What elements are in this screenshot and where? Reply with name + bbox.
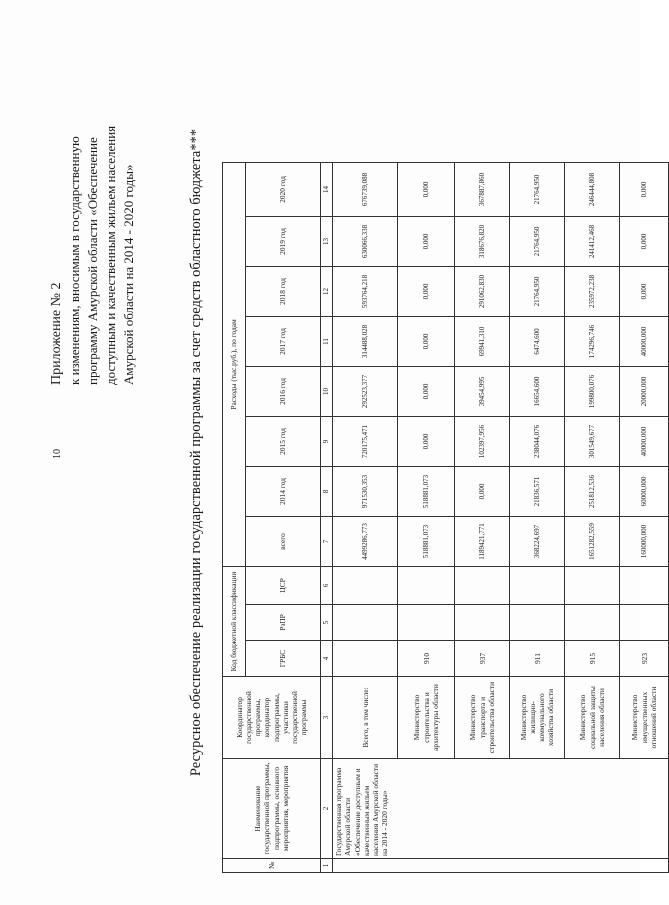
coordinator-cell: Всего, в том числе: (333, 677, 398, 759)
value-cell: 0,000 (398, 367, 455, 417)
header-year-2014: 2014 год (246, 467, 321, 517)
value-cell: 367887,860 (455, 163, 510, 217)
value-cell: 16654,600 (510, 367, 565, 417)
value-cell: 971530,353 (333, 467, 398, 517)
value-cell: 314488,028 (333, 317, 398, 367)
header-year-2015: 2015 год (246, 417, 321, 467)
value-cell: 292523,377 (333, 367, 398, 417)
rzpr-cell (333, 605, 398, 641)
value-cell: 102397,956 (455, 417, 510, 467)
csr-cell (333, 567, 398, 605)
rzpr-cell (455, 605, 510, 641)
value-cell: 518881,073 (398, 467, 455, 517)
coordinator-cell: Министерство строительства и архитектуры области (398, 677, 455, 759)
csr-cell (455, 567, 510, 605)
rzpr-cell (565, 605, 620, 641)
value-cell: 39454,995 (455, 367, 510, 417)
header-year-2018: 2018 год (246, 267, 321, 317)
coordinator-cell: Министерство жилищно-коммунального хозяйства области (510, 677, 565, 759)
appendix-line: Амурской области на 2014 - 2020 годы» (121, 164, 136, 385)
col-index: 6 (321, 567, 333, 605)
value-cell: 60000,000 (620, 467, 669, 517)
header-coordinator: Координатор государственной программы, координатор подпрограммы, участники государственной программы (223, 677, 321, 759)
value-cell: 0,000 (398, 163, 455, 217)
value-cell: 0,000 (398, 217, 455, 267)
value-cell: 593764,218 (333, 267, 398, 317)
header-budget-code: Код бюджетной классификации (223, 567, 246, 677)
col-index: 14 (321, 163, 333, 217)
total-cell: 4499286,773 (333, 517, 398, 567)
total-cell: 160000,000 (620, 517, 669, 567)
grbs-cell: 911 (510, 641, 565, 677)
header-name: Наименование государственной программы, подпрограммы, основного мероприятия, мероприятия (223, 759, 321, 859)
value-cell: 251812,536 (565, 467, 620, 517)
value-cell: 291062,830 (455, 267, 510, 317)
column-index-row (321, 163, 333, 873)
header-year-2019: 2019 год (246, 217, 321, 267)
value-cell: 720175,471 (333, 417, 398, 467)
total-cell: 368224,697 (510, 517, 565, 567)
rzpr-cell (620, 605, 669, 641)
header-csr: ЦСР (246, 567, 321, 605)
header-expenses: Расходы (тыс.руб.), по годам (223, 163, 246, 567)
appendix-header (48, 5, 138, 385)
value-cell: 0,000 (455, 467, 510, 517)
value-cell: 0,000 (398, 317, 455, 367)
coordinator-cell: Министерство социальной защиты населения области (565, 677, 620, 759)
col-index: 9 (321, 417, 333, 467)
coordinator-cell: Министерство транспорта и строительства области (455, 677, 510, 759)
page-number: 10 (52, 449, 63, 459)
total-cell: 1651282,559 (565, 517, 620, 567)
header-year-2017: 2017 год (246, 317, 321, 367)
value-cell: 630066,338 (333, 217, 398, 267)
grbs-cell (333, 641, 398, 677)
value-cell: 40000,000 (620, 317, 669, 367)
document-title: Ресурсное обеспечение реализации государственной программы за счет средств областного бюджета*** (188, 128, 204, 777)
value-cell: 0,000 (398, 267, 455, 317)
value-cell: 318676,820 (455, 217, 510, 267)
header-grbs: ГРБС (246, 641, 321, 677)
table-row (333, 163, 398, 873)
grbs-cell: 915 (565, 641, 620, 677)
appendix-title: Приложение № 2 (49, 282, 64, 385)
header-year-2016: 2016 год (246, 367, 321, 417)
total-cell: 1189421,771 (455, 517, 510, 567)
program-name-cell: Государственная программа Амурской области «Обеспечение доступным и качественным жильем населения Амурской области на 2014 - 2020 годы» (333, 759, 669, 859)
col-index: 7 (321, 517, 333, 567)
col-index: 13 (321, 217, 333, 267)
value-cell: 21764,950 (510, 267, 565, 317)
value-cell: 21836,571 (510, 467, 565, 517)
header-num: № (223, 859, 321, 873)
value-cell: 0,000 (398, 417, 455, 467)
value-cell: 6474,600 (510, 317, 565, 367)
value-cell: 0,000 (620, 163, 669, 217)
col-index: 3 (321, 677, 333, 759)
total-cell: 518881,073 (398, 517, 455, 567)
value-cell: 238044,076 (510, 417, 565, 467)
value-cell: 69941,310 (455, 317, 510, 367)
value-cell: 676739,088 (333, 163, 398, 217)
value-cell: 199800,076 (565, 367, 620, 417)
col-index: 2 (321, 759, 333, 859)
appendix-line: программу Амурской области «Обеспечение (85, 137, 100, 385)
coordinator-cell: Министерство имущественных отношений области (620, 677, 669, 759)
grbs-cell: 923 (620, 641, 669, 677)
value-cell: 20000,000 (620, 367, 669, 417)
value-cell: 0,000 (620, 217, 669, 267)
header-rzpr: РзПР (246, 605, 321, 641)
csr-cell (510, 567, 565, 605)
value-cell: 301549,677 (565, 417, 620, 467)
col-index: 4 (321, 641, 333, 677)
value-cell: 246444,808 (565, 163, 620, 217)
header-total: всего (246, 517, 321, 567)
value-cell: 21764,950 (510, 217, 565, 267)
csr-cell (620, 567, 669, 605)
col-index: 11 (321, 317, 333, 367)
csr-cell (565, 567, 620, 605)
value-cell: 21764,950 (510, 163, 565, 217)
col-index: 8 (321, 467, 333, 517)
value-cell: 174296,746 (565, 317, 620, 367)
header-year-2020: 2020 год (246, 163, 321, 217)
value-cell: 40000,000 (620, 417, 669, 467)
appendix-line: к изменениям, вносимым в государственную (67, 136, 82, 385)
col-index: 12 (321, 267, 333, 317)
appendix-line: доступным и качественным жильем населения (103, 125, 118, 385)
value-cell: 0,000 (620, 267, 669, 317)
grbs-cell: 910 (398, 641, 455, 677)
grbs-cell: 937 (455, 641, 510, 677)
row-num-cell (333, 859, 669, 873)
resource-table-wrapper (222, 162, 669, 873)
col-index: 5 (321, 605, 333, 641)
rzpr-cell (398, 605, 455, 641)
col-index: 1 (321, 859, 333, 873)
col-index: 10 (321, 367, 333, 417)
value-cell: 241412,468 (565, 217, 620, 267)
csr-cell (398, 567, 455, 605)
header-row-1 (223, 163, 246, 873)
resource-table (222, 162, 669, 873)
rzpr-cell (510, 605, 565, 641)
value-cell: 235972,238 (565, 267, 620, 317)
